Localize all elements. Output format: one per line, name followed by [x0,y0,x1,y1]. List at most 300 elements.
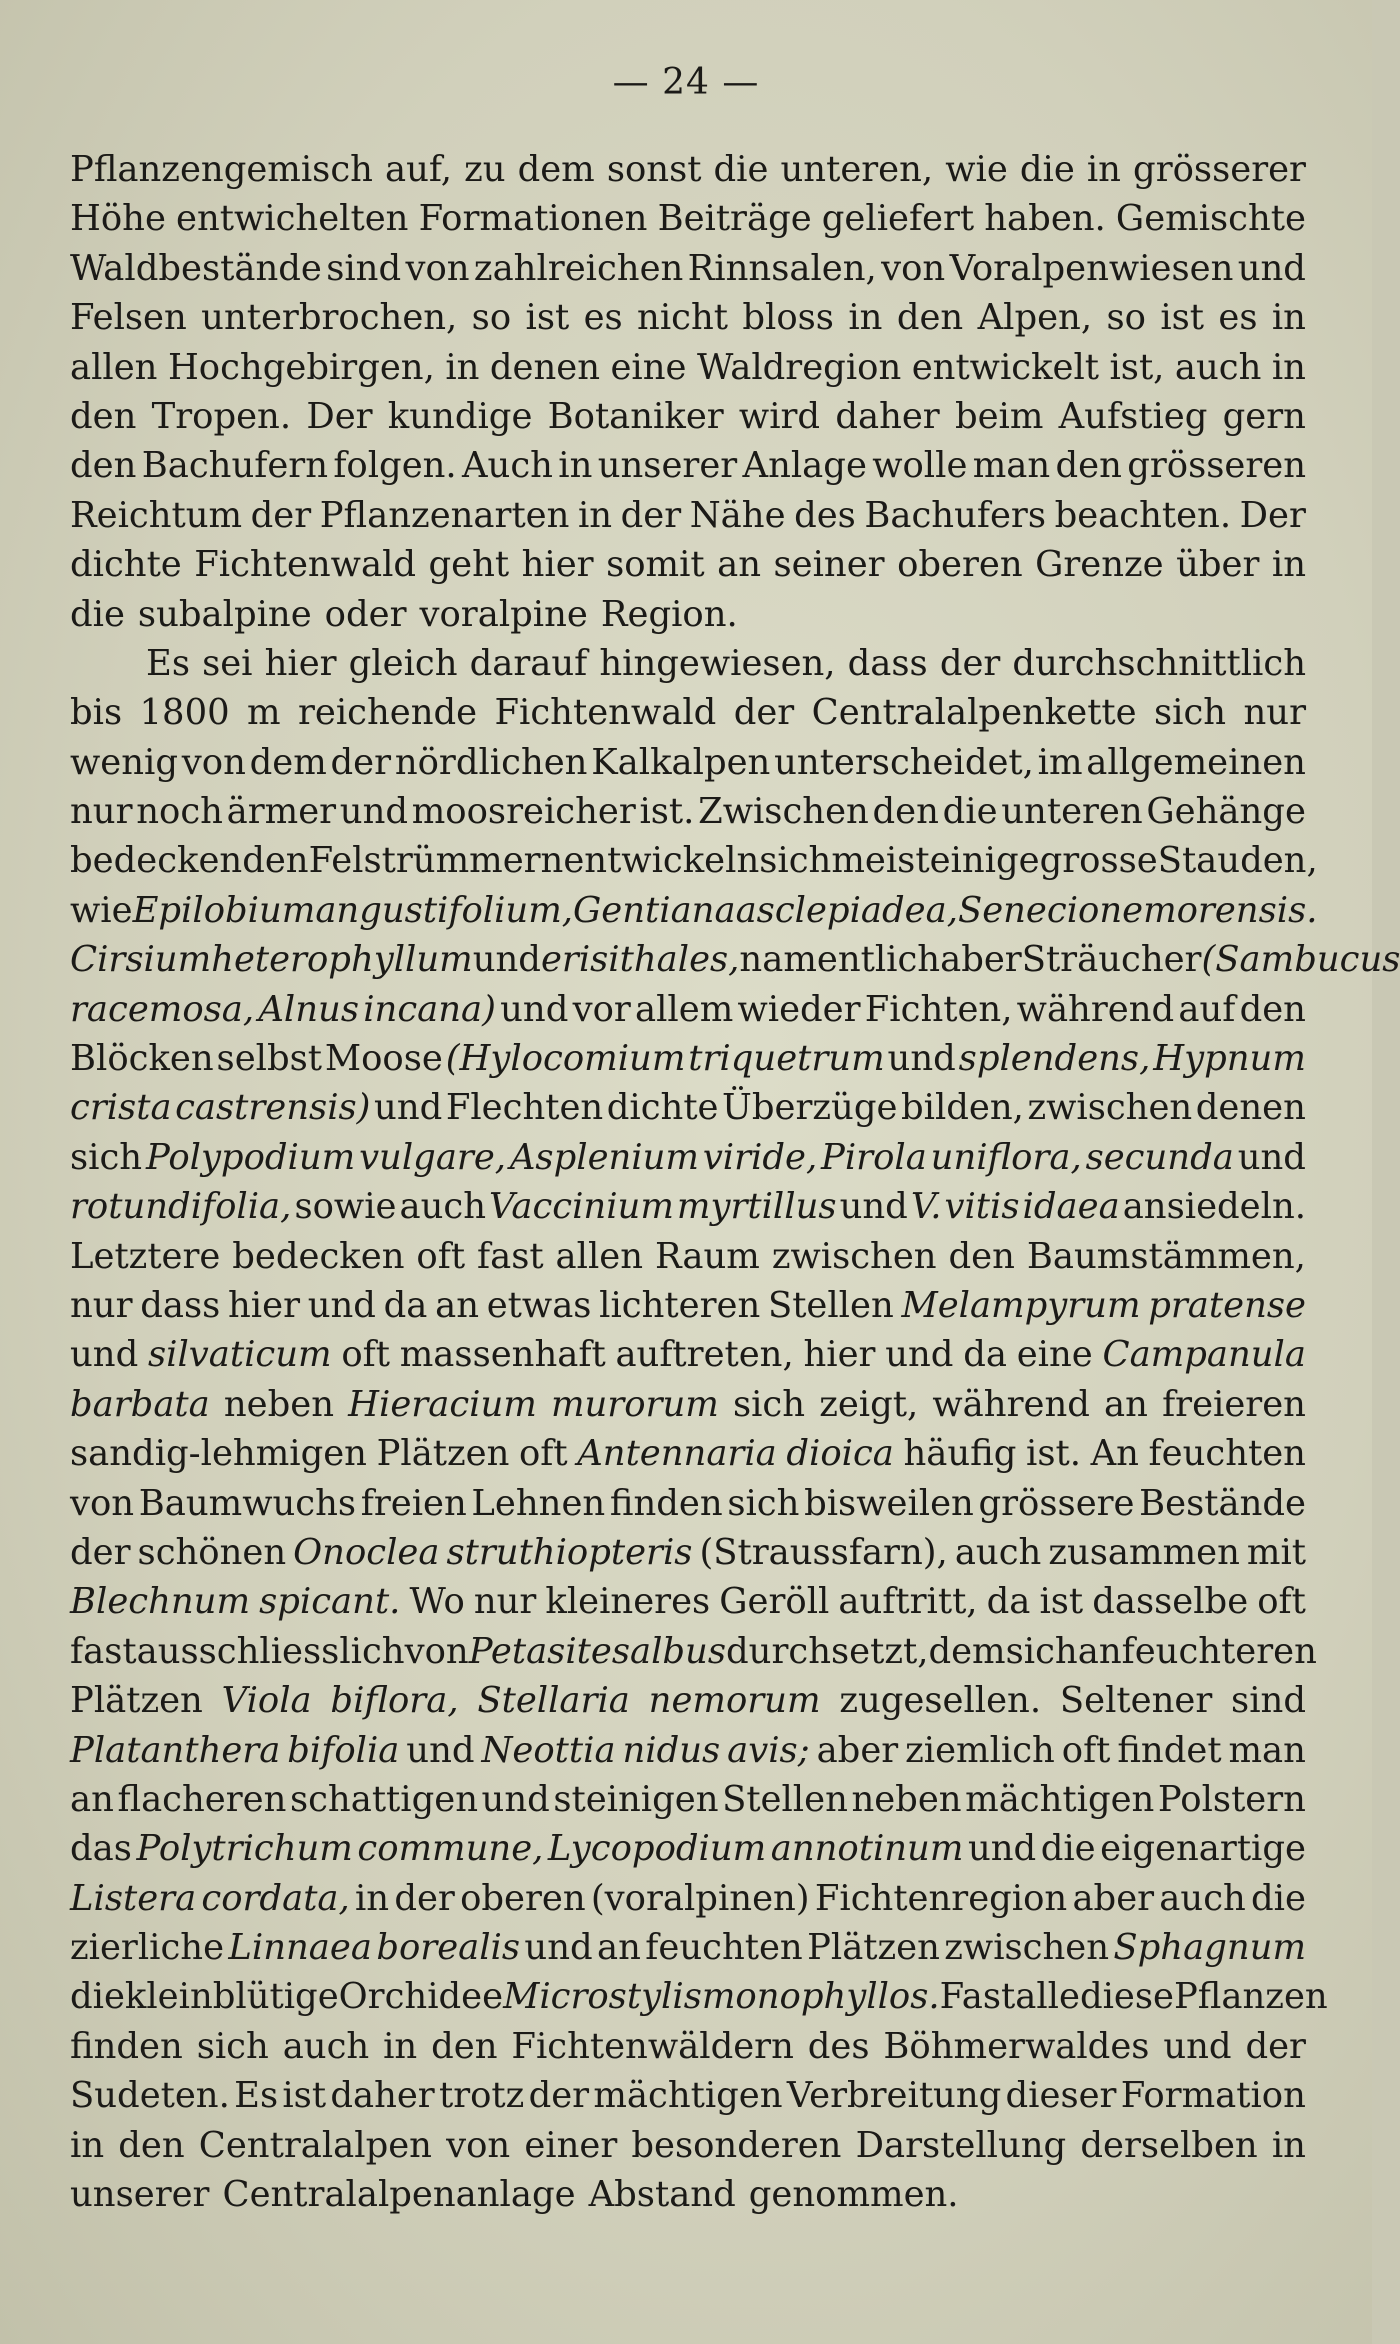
word: wenig [70,741,179,783]
italic-word: viride, [702,1136,818,1178]
word: Region. [600,593,738,635]
word: zugesellen. [839,1680,1042,1722]
word: die [942,791,998,833]
word: und [472,939,541,981]
word: Lehnen [471,1482,606,1524]
italic-word: triquetrum [688,1038,885,1080]
text-line [70,1577,1306,1626]
italic-word: Listera [70,1877,197,1919]
word: freieren [1162,1383,1306,1425]
word: fast [70,1630,137,1672]
word: von [181,741,246,783]
word: ist [1160,297,1205,339]
italic-word: nemorum [648,1680,821,1722]
word: ist. [639,791,695,833]
word: Baumstämmen, [1026,1235,1306,1277]
word: Tropen. [151,395,292,437]
word: durchsetzt, [726,1630,929,1672]
text-line [70,1232,1306,1281]
word: grosse [1039,840,1158,882]
italic-word: commune, [357,1828,544,1870]
word: alle [1015,1976,1080,2018]
word: dichte [606,1087,719,1129]
word: eigenartige [1100,1828,1306,1870]
word: selbst [216,1038,322,1080]
body-text [70,145,1400,2219]
text-line [70,2022,1306,2071]
italic-word: Campanula [1102,1334,1306,1376]
word: während [1016,988,1175,1030]
word: oberen [897,544,1023,586]
word: durchschnittlich [1012,642,1306,684]
italic-word: biflora, [330,1680,459,1722]
word: Auch [462,445,553,487]
word: allen [70,346,158,388]
word: Centralalpen [198,2124,432,2166]
italic-word: Onoclea [293,1531,440,1573]
word: den [118,2124,185,2166]
word: während [932,1383,1090,1425]
word: man [1228,1729,1306,1771]
text-line [70,244,1306,293]
word: Sudeten. [70,2075,230,2117]
word: in [1271,2124,1306,2166]
word: bisweilen [804,1482,974,1524]
italic-word: rotundifolia, [70,1186,292,1228]
italic-word: uniflora, [930,1136,1082,1178]
word: und [1237,247,1306,289]
text-line [70,1528,1306,1577]
word: Stauden, [1157,840,1318,882]
word: hier [228,1284,300,1326]
word: diese [1079,1976,1174,2018]
word: an [597,1927,641,1969]
italic-word: vulgare, [359,1136,507,1178]
word: oft [519,1433,568,1475]
italic-word: Senecio [957,889,1100,931]
word: findet [1117,1729,1222,1771]
word: in [577,494,613,536]
text-line [70,540,1306,589]
italic-word: idaea [1022,1186,1120,1228]
word: nur [70,1284,133,1326]
word: und [374,1087,443,1129]
word: Darstellung [855,2124,1067,2166]
word: wolle [872,445,968,487]
word: zahlreichen [473,247,684,289]
word: folgen. [333,445,457,487]
word: hier [803,1334,876,1376]
word: auf, [385,149,452,190]
word: allgemeinen [1086,741,1306,783]
word: Fichtenregion [814,1877,1068,1919]
word: da [383,1284,428,1326]
word: auch [1159,1877,1246,1919]
word: feuchten [645,1927,803,1969]
word: sonst [606,149,702,190]
word: ist [525,297,570,339]
word: grössere [978,1482,1135,1524]
word: der [70,1531,131,1573]
word: haben. [984,198,1106,240]
italic-word: dioica [786,1433,894,1475]
word: sind [326,247,402,289]
word: feuchten [1148,1433,1306,1475]
word: dieser [1005,2075,1117,2117]
word: so [471,297,512,339]
word: sich [727,1482,800,1524]
word: mit [1246,1531,1306,1573]
word: aber [940,939,1022,981]
word: das [70,1828,132,1870]
word: daher [330,2075,435,2117]
word: bis [70,692,123,734]
italic-word: Melampyrum [901,1284,1141,1326]
word: bloss [742,297,834,339]
word: des [794,494,856,536]
text-line [70,2170,1306,2219]
word: in [1086,149,1121,190]
text-line [70,2121,1306,2170]
word: sowie [294,1186,397,1228]
word: in [445,346,480,388]
word: in [1271,544,1306,586]
word: Felsen [70,297,187,339]
word: der [330,741,392,783]
word: sich [1005,1630,1078,1672]
word: die [70,1976,125,2018]
italic-word: murorum [550,1383,719,1425]
word: von [404,1630,469,1672]
word: Gehänge [1146,791,1306,833]
word: ansiedeln. [1122,1186,1306,1228]
word: Überzüge [722,1087,898,1129]
word: zwischen [771,1235,937,1277]
word: ärmer [226,791,337,833]
word: und [307,1284,376,1326]
word: entwickeln [563,840,760,882]
text-line [70,293,1306,342]
word: dichte [70,544,182,586]
word: der [250,494,312,536]
word: steinigen [553,1778,719,1820]
italic-word: bifolia [287,1729,400,1771]
word: Zwischen [698,791,869,833]
word: hier [264,642,337,684]
italic-word: Asplenium [509,1136,699,1178]
word: es [583,297,623,339]
italic-word: Hypnum [1153,1038,1306,1080]
word: kundige [387,395,533,437]
word: nördlichen [394,741,588,783]
text-line [70,1627,1317,1676]
word: dass [140,1284,221,1326]
word: Centralalpenkette [811,692,1137,734]
word: an [1104,1383,1148,1425]
word: der [620,494,682,536]
word: unteren [1001,791,1143,833]
word: sich [196,2025,269,2067]
word: allen [555,1235,644,1277]
word: sei [202,642,253,684]
word: moosreicher [411,791,636,833]
word: freien [360,1482,467,1524]
word: nur [473,1581,537,1623]
italic-word: (Hylocomium [445,1038,686,1080]
text-line [70,1479,1306,1528]
word: Wo [409,1581,465,1623]
word: zusammen [1048,1531,1240,1573]
italic-word: nidus [622,1729,721,1771]
italic-word: Polytrichum [136,1828,353,1870]
word: Polstern [1157,1778,1306,1820]
word: Höhe [70,198,166,240]
word: trotz [438,2075,525,2117]
word: fast [477,1235,544,1277]
word: Beiträge [657,198,812,240]
word: geliefert [821,198,975,240]
word: Blöcken [70,1038,214,1080]
italic-word: pratense [1148,1284,1306,1326]
word: oft [416,1235,466,1277]
italic-word: Petasites [468,1630,630,1672]
italic-word: erisithales, [540,939,740,981]
italic-word: Stellaria [477,1680,630,1722]
word: Fichten, [864,988,1013,1030]
word: im [1037,741,1083,783]
word: Waldbestände [70,247,322,289]
word: und [481,1778,550,1820]
text-line [70,836,1318,885]
italic-word: silvaticum [148,1334,332,1376]
word: Fast [939,1976,1016,2018]
word: und [500,988,569,1030]
word: bilden, [900,1087,1024,1129]
italic-word: Linnaea [228,1927,372,1969]
word: seiner [773,544,885,586]
word: in [70,2124,105,2166]
word: Raum [654,1235,760,1277]
word: denen [1195,1087,1306,1129]
word: zierliche [70,1927,225,1969]
word: in [354,1877,390,1919]
word: Fichtenwäldern [511,2025,794,2067]
word: und [967,1828,1037,1870]
text-line [70,145,1306,194]
italic-word: Cirsium [70,939,212,981]
word: Hochgebirgen, [167,346,435,388]
word: und [339,791,409,833]
text-line [70,1972,1328,2021]
word: etwas [486,1284,592,1326]
word: beim [954,395,1044,437]
word: denen [489,346,601,388]
word: es [1218,297,1258,339]
word: sich [1153,692,1227,734]
word: reichende [297,692,478,734]
italic-word: Alnus [258,988,359,1030]
word: Es [234,2075,279,2117]
word: unserer [70,2174,210,2216]
word: Bachufern [141,445,328,487]
word: dass [847,642,928,684]
word: und [887,1038,956,1080]
word: des [807,2025,870,2067]
word: in [383,2025,418,2067]
word: geht [428,544,510,586]
word: zu [464,149,506,190]
text-line [70,1874,1306,1923]
italic-word: Vaccinium [489,1186,674,1228]
word: beachten. [1054,494,1232,536]
word: Alpen, [977,297,1093,339]
word: eine [610,346,687,388]
word: der [939,642,1001,684]
text-line [70,1182,1306,1231]
word: aber [816,1729,899,1771]
italic-word: Microstylis [503,1976,702,2018]
italic-word: myrtillus [676,1186,837,1228]
word: oder [324,593,407,635]
word: und [1237,1136,1306,1178]
word: besonderen [631,2124,842,2166]
word: die [1251,1877,1306,1919]
word: bedeckenden [70,840,309,882]
word: und [406,1729,475,1771]
word: und [524,1927,593,1969]
italic-word: vitis [944,1186,1020,1228]
word: den [1239,988,1306,1030]
word: zeigt, [819,1383,919,1425]
word: unteren, [780,149,934,190]
word: auftreten, [615,1334,794,1376]
word: zwischen [1027,1087,1193,1129]
word: in [1271,297,1306,339]
text-line [70,639,1306,688]
word: dasselbe [1092,1581,1249,1623]
word: kleineres [545,1581,711,1623]
word: Baumwuchs [138,1482,357,1524]
word: Der [306,395,373,437]
italic-word: racemosa, [70,988,255,1030]
text-line [70,935,1400,984]
text-line [70,787,1306,836]
word: unserer [597,445,738,487]
word: schönen [137,1531,287,1573]
italic-word: Platanthera [70,1729,281,1771]
word: dem [249,741,327,783]
italic-word: borealis [376,1927,521,1969]
word: Reichtum [70,494,243,536]
word: den [70,445,137,487]
italic-word: cordata, [201,1877,350,1919]
word: Kalkalpen [591,741,771,783]
word: Nähe [689,494,786,536]
word: nur [70,791,133,833]
word: Geröll [719,1581,830,1623]
italic-word: Lycopodium [547,1828,767,1870]
word: Botaniker [547,395,724,437]
text-line [70,1923,1306,1972]
word: von [446,2124,511,2166]
italic-word: secunda [1085,1136,1234,1178]
word: und [885,1334,954,1376]
word: einige [929,840,1040,882]
word: Formation [1120,2075,1306,2117]
italic-word: Gentiana [573,889,736,931]
italic-word: annotinum [770,1828,964,1870]
italic-word: Viola [221,1680,312,1722]
word: an [717,544,762,586]
word: derselben [1080,2124,1258,2166]
word: Bestände [1139,1482,1306,1524]
word: daher [835,395,940,437]
word: Pflanzengemisch [70,149,373,190]
text-line [70,1380,1306,1429]
word: ausschliesslich [136,1630,405,1672]
word: Anlage [742,445,867,487]
text-line [70,688,1306,737]
word: ist, [1109,346,1165,388]
word: sandig-lehmigen [70,1433,367,1475]
word: mächtigen [965,1778,1155,1820]
word: kleinblütige [124,1976,339,2018]
word: ist [1039,1581,1084,1623]
word: Es [146,642,190,684]
word: von [881,247,946,289]
word: Plätzen [807,1927,940,1969]
word: lichteren [599,1284,761,1326]
word: sich [732,1383,806,1425]
italic-word: Sphagnum [1113,1927,1306,1969]
word: wird [738,395,821,437]
italic-word: nemorensis. [1099,889,1318,931]
word: auch [399,1186,487,1228]
text-line [70,1775,1306,1824]
word: wie [945,149,1008,190]
word: feuchteren [1121,1630,1317,1672]
word: wieder [737,988,861,1030]
italic-word: V. [910,1186,942,1228]
word: entwickelt [911,346,1100,388]
word: auch [1174,346,1262,388]
word: Aufstieg [1058,395,1208,437]
word: so [1106,297,1146,339]
word: auch [282,2025,370,2067]
italic-word: albus [629,1630,727,1672]
italic-word: heterophyllum [211,939,473,981]
text-line [70,886,1318,935]
word: (Straussfarn), [699,1531,948,1573]
word: ziemlich [905,1729,1055,1771]
text-line [70,2071,1306,2120]
word: Plätzen [70,1680,203,1722]
word: vor [572,988,631,1030]
word: der [394,1877,455,1919]
word: Pflanzenarten [319,494,570,536]
word: oberen [460,1877,586,1919]
word: Flechten [445,1087,604,1129]
word: oft [341,1334,390,1376]
word: in [558,445,593,487]
word: neben [223,1383,335,1425]
word: 1800 [139,692,230,734]
word: von [405,247,470,289]
word: somit [606,544,705,586]
italic-word: Neottia [481,1729,616,1771]
word: aber [1072,1877,1155,1919]
word: Letztere [70,1235,221,1277]
